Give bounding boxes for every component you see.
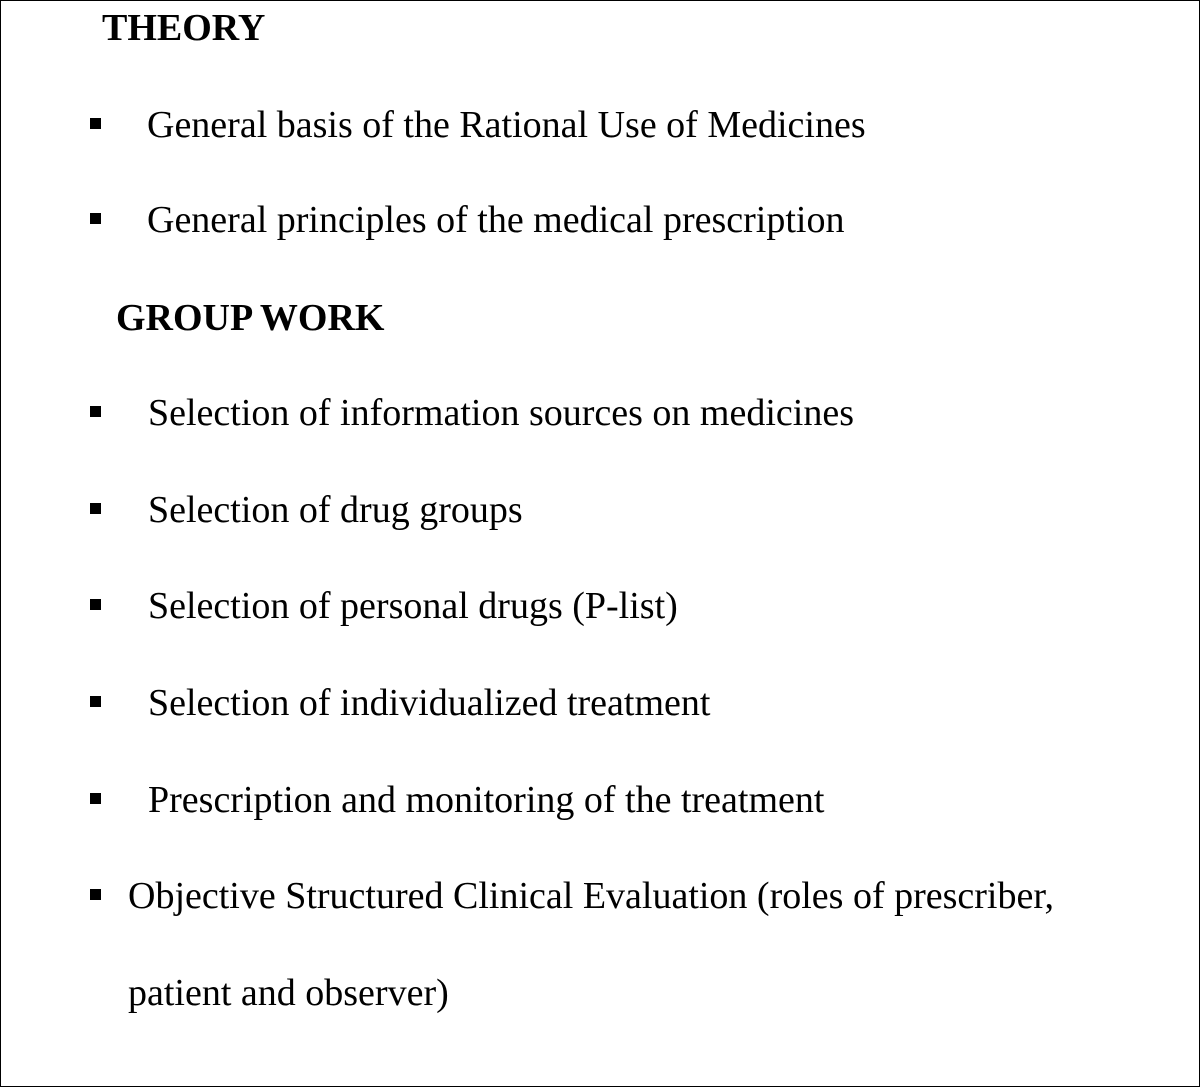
bullet-icon [90,793,101,804]
list-item: Selection of individualized treatment [148,682,711,724]
bullet-icon [90,503,101,514]
bullet-icon [90,213,101,224]
list-item: General principles of the medical prescription [147,199,845,241]
bullet-icon [90,406,101,417]
list-item: Prescription and monitoring of the treatment [148,779,825,821]
list-item-line-2: patient and observer) [128,972,449,1014]
section-heading-theory: THEORY [102,7,266,49]
list-item: Selection of drug groups [148,489,523,531]
list-item: Selection of information sources on medicines [148,392,854,434]
list-item-line-1: Objective Structured Clinical Evaluation (roles of prescriber, [128,875,1054,917]
list-item: General basis of the Rational Use of Medicines [147,104,866,146]
bullet-icon [90,118,101,129]
bullet-icon [90,696,101,707]
section-heading-group-work: GROUP WORK [116,297,385,339]
list-item: Selection of personal drugs (P-list) [148,585,678,627]
bullet-icon [90,599,101,610]
bullet-icon [90,889,101,900]
